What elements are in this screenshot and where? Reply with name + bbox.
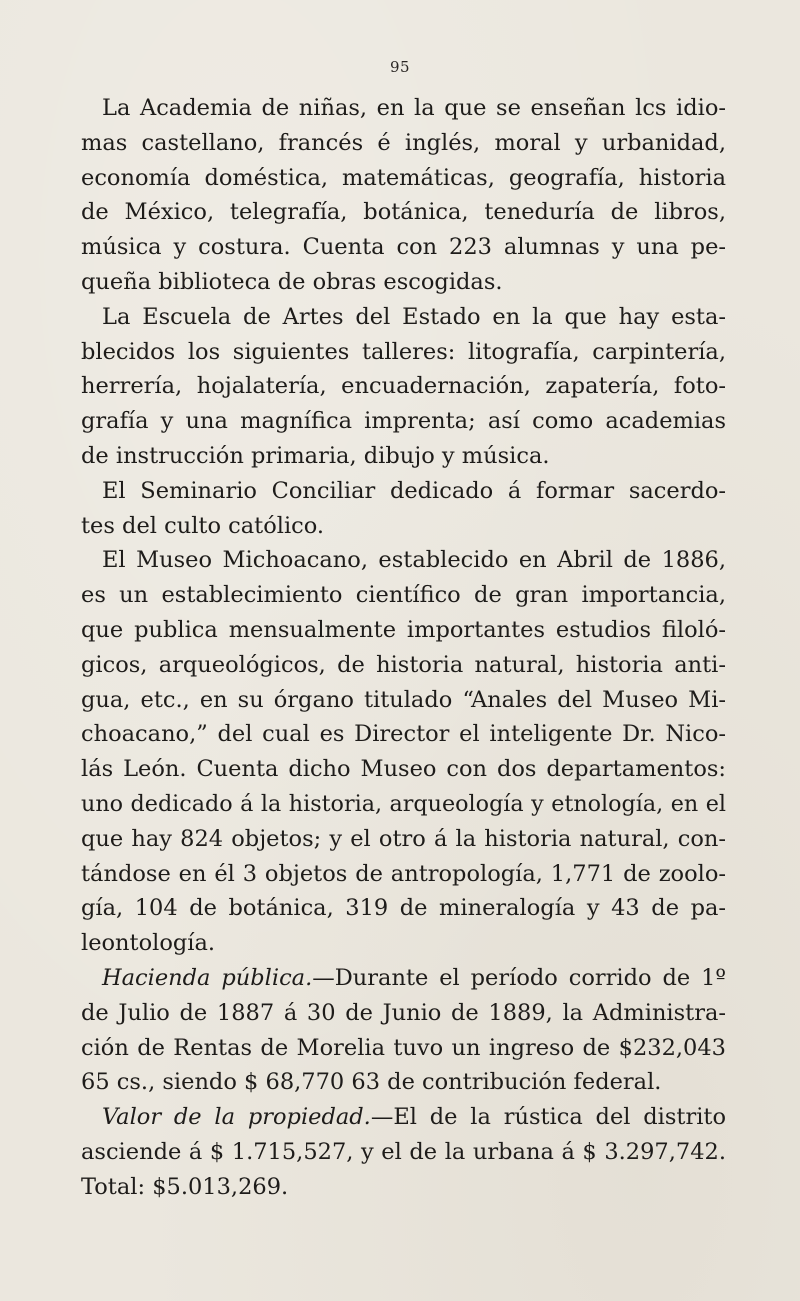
text-run: —El de la rústica del distrito <box>370 1104 727 1131</box>
text-line: gicos, arqueológicos, de historia natural, historia anti- <box>81 651 726 678</box>
text-line: que hay 824 objetos; y el otro á la historia natural, con- <box>81 825 726 852</box>
text-line: ción de Rentas de Morelia tuvo un ingreso de $232,043 <box>81 1034 726 1061</box>
text-line: grafía y una magnífica imprenta; así como academias <box>81 408 726 435</box>
text-line: mas castellano, francés é inglés, moral y urbanidad, <box>81 129 726 156</box>
text-line: queña biblioteca de obras escogidas. <box>81 268 503 295</box>
text-line <box>81 961 726 996</box>
text-line: tándose en él 3 objetos de antropología, 1,771 de zoolo- <box>81 860 726 887</box>
text-line: La Academia de niñas, en la que se enseñan lcs idio- <box>102 95 726 121</box>
text-line: que publica mensualmente importantes estudios filoló- <box>81 616 726 643</box>
text-line: música y costura. Cuenta con 223 alumnas y una pe- <box>81 234 726 261</box>
text-line: gua, etc., en su órgano titulado “Anales del Museo Mi- <box>81 686 726 713</box>
text-line: El Seminario Conciliar dedicado á formar sacerdo- <box>102 477 726 504</box>
text-line <box>81 1100 726 1135</box>
text-line: blecidos los siguientes talleres: litografía, carpintería, <box>81 338 726 365</box>
body-text <box>81 91 726 1205</box>
text-line: leontología. <box>81 930 216 957</box>
text-line: La Escuela de Artes del Estado en la que hay esta- <box>102 303 726 330</box>
section-heading: Hacienda pública. <box>102 964 313 991</box>
text-line: lás León. Cuenta dicho Museo con dos departamentos: <box>81 756 726 783</box>
text-line: es un establecimiento científico de gran importancia, <box>81 582 726 609</box>
text-line: de Julio de 1887 á 30 de Junio de 1889, la Administra- <box>81 999 726 1026</box>
text-line: El Museo Michoacano, establecido en Abril de 1886, <box>102 547 726 574</box>
text-line: choacano,” del cual es Director el inteligente Dr. Nico- <box>81 721 726 748</box>
text-line: de instrucción primaria, dibujo y música. <box>81 442 550 469</box>
page-number: 95 <box>389 58 411 76</box>
text-line: economía doméstica, matemáticas, geografía, historia <box>81 164 726 191</box>
text-line: uno dedicado á la historia, arqueología y etnología, en el <box>81 790 726 817</box>
text-line: gía, 104 de botánica, 319 de mineralogía y 43 de pa- <box>81 895 726 922</box>
text-line: herrería, hojalatería, encuadernación, zapatería, foto- <box>81 373 726 400</box>
text-line: Total: $5.013,269. <box>81 1173 289 1200</box>
text-line: 65 cs., siendo $ 68,770 63 de contribución federal. <box>81 1069 662 1096</box>
text-line: asciende á $ 1.715,527, y el de la urbana á $ 3.297,742. <box>81 1138 726 1165</box>
text-line: de México, telegrafía, botánica, teneduría de libros, <box>81 199 726 226</box>
text-run: —Durante el período corrido de 1º <box>312 964 727 991</box>
text-line: tes del culto católico. <box>81 512 325 539</box>
section-heading: Valor de la propiedad. <box>102 1104 371 1131</box>
